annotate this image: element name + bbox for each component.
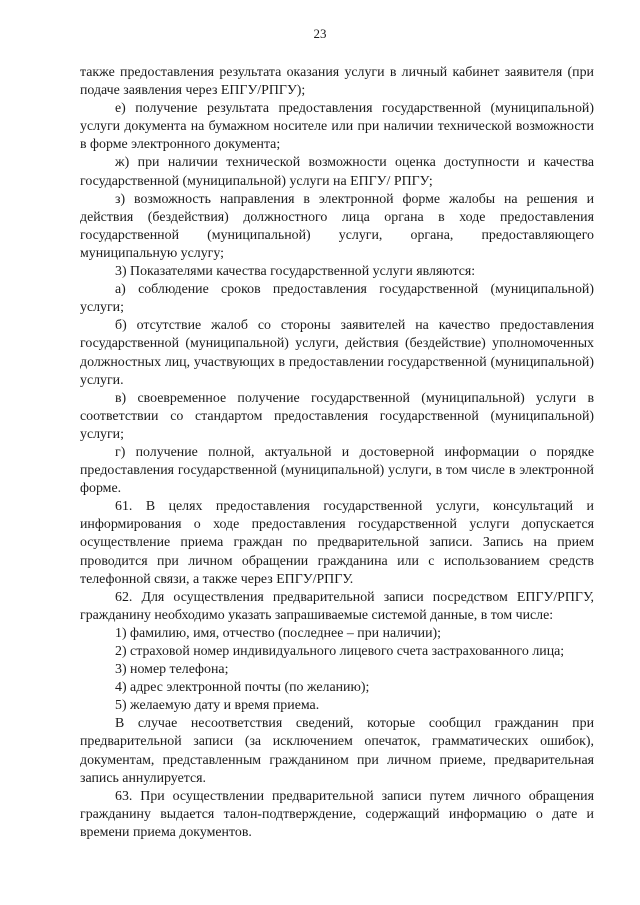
paragraph-quality-indicators: 3) Показателями качества государственной услуги являются: xyxy=(115,264,476,280)
paragraph-item-v: в) своевременное получение государственной (муниципальной) услуги в соответствии со стандартом предоставления государственной (муниципальной) услуги; xyxy=(80,390,594,442)
paragraph-62: 62. Для осуществления предварительной записи посредством ЕПГУ/РПГУ, гражданину необходимо указать запрашиваемые системой данные, в том числе: xyxy=(80,589,594,623)
document-body xyxy=(80,64,594,842)
list-item-1: 1) фамилию, имя, отчество (последнее – при наличии); xyxy=(115,625,441,641)
paragraph-61: 61. В целях предоставления государственной услуги, консультаций и информирования о ходе предоставления государственной услуги допускается осуществление приема граждан по предварительной записи. Запись на прием проводится при личном обращении гражданина или с использованием средств телефонной связи, а также через ЕПГУ/РПГУ. xyxy=(80,499,594,587)
list-item-3: 3) номер телефона; xyxy=(115,662,229,678)
list-item-5: 5) желаемую дату и время приема. xyxy=(115,698,320,714)
paragraph-item-e: е) получение результата предоставления государственной (муниципальной) услуги документа на бумажном носителе или при наличии технической возможности в форме электронного документа; xyxy=(80,101,594,153)
paragraph-item-g: г) получение полной, актуальной и достоверной информации о порядке предоставления государственной (муниципальной) услуги, в том числе в электронной форме. xyxy=(80,444,594,497)
paragraph-item-b: б) отсутствие жалоб со стороны заявителей на качество предоставления государственной (муниципальной) услуги, действия (бездействие) уполномоченных должностных лиц, участвующих в предоставлении государственной (муниципальной) услуги. xyxy=(80,318,594,388)
paragraph-item-zh: ж) при наличии технической возможности оценка доступности и качества государственной (муниципальной) услуги на ЕПГУ/ РПГУ; xyxy=(80,155,594,189)
paragraph-item-z: з) возможность направления в электронной форме жалобы на решения и действия (бездействия) должностного лица органа в ходе предоставления государственной (муниципальной) услуги, органа, предоставляющего муниципальную услугу; xyxy=(80,191,594,261)
paragraph-63: 63. При осуществлении предварительной записи путем личного обращения гражданину выдается талон-подтверждение, содержащий информацию о дате и времени приема документов. xyxy=(80,788,594,840)
page-number: 23 xyxy=(313,26,327,41)
list-item-4: 4) адрес электронной почты (по желанию); xyxy=(115,680,370,696)
list-item-2: 2) страховой номер индивидуального лицевого счета застрахованного лица; xyxy=(115,644,565,659)
paragraph-mismatch: В случае несоответствия сведений, которые сообщил гражданин при предварительной записи (за исключением опечаток, грамматических ошибок), документам, представленным гражданином при личном приеме, предварительная запись аннулируется. xyxy=(80,716,594,786)
paragraph-continuation: также предоставления результата оказания услуги в личный кабинет заявителя (при подаче заявления через ЕПГУ/РПГУ); xyxy=(80,65,594,99)
paragraph-item-a: а) соблюдение сроков предоставления государственной (муниципальной) услуги; xyxy=(80,282,594,316)
